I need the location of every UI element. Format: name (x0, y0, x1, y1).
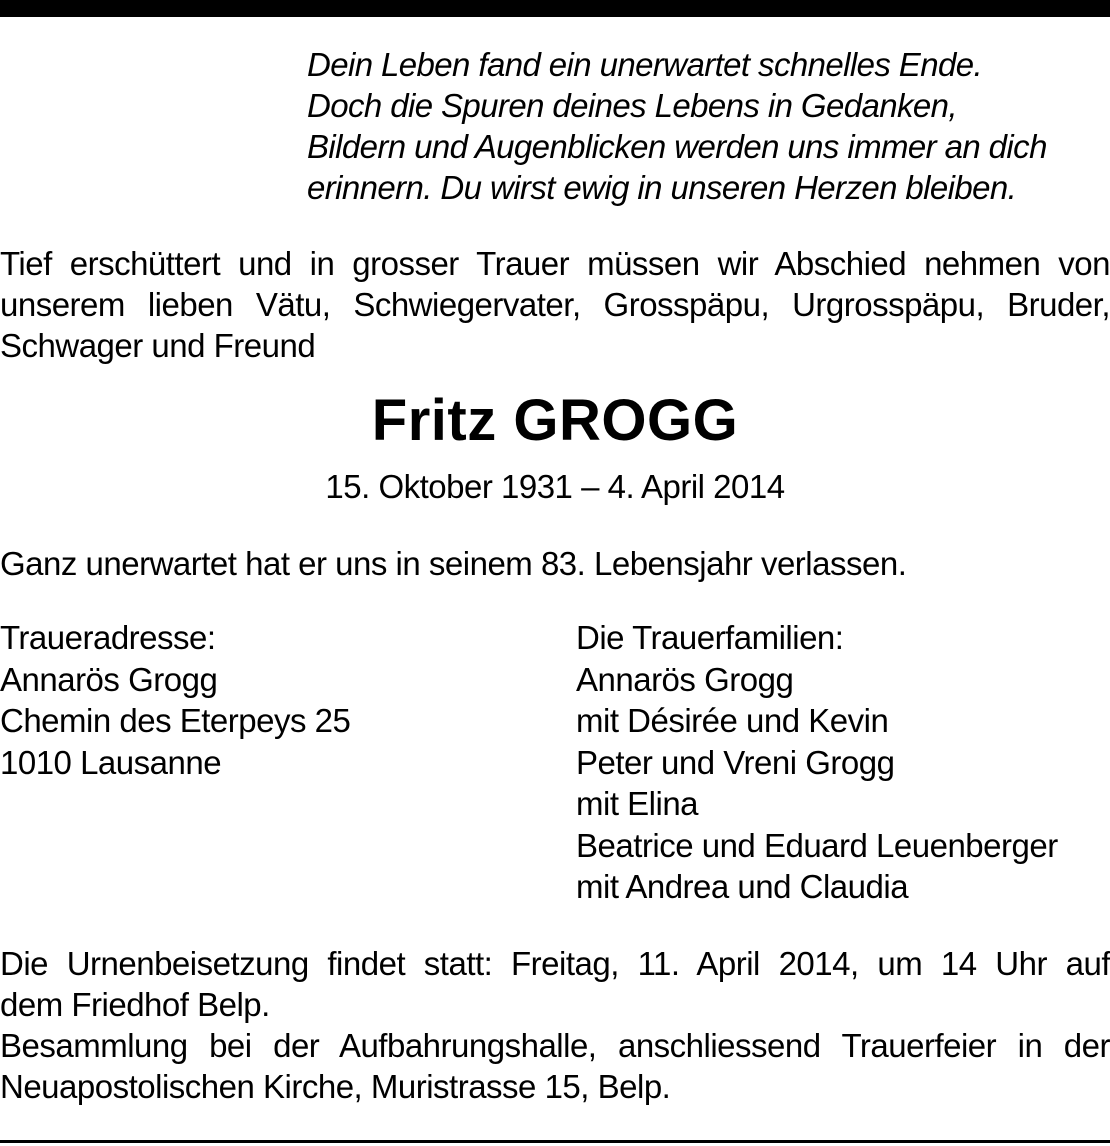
verse-line: Doch die Spuren deines Lebens in Gedanken, (307, 87, 957, 124)
ceremony-line: Die Urnenbeisetzung findet statt: Freitag, 11. April 2014, um 14 Uhr auf (0, 945, 1110, 982)
memorial-verse (307, 44, 1107, 208)
family-line: mit Désirée und Kevin (576, 702, 889, 739)
family-line: mit Elina (576, 785, 699, 822)
family-line: Annarös Grogg (576, 660, 794, 698)
address-heading: Traueradresse: (0, 619, 216, 656)
address-line: 1010 Lausanne (0, 743, 222, 781)
verse-line: erinnern. Du wirst ewig in unseren Herzen bleiben. (307, 169, 1017, 206)
verse-line: Bildern und Augenblicken werden uns immer an dich (307, 128, 1047, 165)
verse-line: Dein Leben fand ein unerwartet schnelles Ende. (307, 46, 983, 83)
families-heading: Die Trauerfamilien: (576, 619, 844, 656)
ceremony-line: dem Friedhof Belp. (0, 986, 270, 1023)
mourning-address (0, 617, 350, 783)
address-line: Annarös Grogg (0, 660, 218, 698)
family-line: mit Andrea und Claudia (576, 868, 909, 905)
intro-line: unserem lieben Vätu, Schwiegervater, Grosspäpu, Urgrosspäpu, Bruder, (0, 286, 1110, 323)
ceremony-line: Besammlung bei der Aufbahrungshalle, anschliessend Trauerfeier in der (0, 1027, 1110, 1064)
life-dates: 15. Oktober 1931 – 4. April 2014 (325, 468, 785, 505)
mourning-families (576, 617, 1058, 908)
statement-line: Ganz unerwartet hat er uns in seinem 83. Lebensjahr verlassen. (0, 545, 907, 582)
ceremony-paragraph (0, 943, 1110, 1107)
family-line: Peter und Vreni Grogg (576, 743, 895, 781)
address-line: Chemin des Eterpeys 25 (0, 702, 351, 739)
deceased-name: Fritz GROGG (371, 388, 739, 453)
statement-paragraph (0, 543, 1110, 584)
ceremony-line: Neuapostolischen Kirche, Muristrasse 15, Belp. (0, 1068, 671, 1105)
bottom-border-rule (0, 1140, 1110, 1143)
intro-paragraph (0, 243, 1110, 366)
family-line: Beatrice und Eduard Leuenberger (576, 826, 1058, 864)
intro-line: Tief erschüttert und in grosser Trauer müssen wir Abschied nehmen von (0, 245, 1110, 282)
intro-line: Schwager und Freund (0, 327, 316, 364)
top-border-rule (0, 0, 1110, 17)
